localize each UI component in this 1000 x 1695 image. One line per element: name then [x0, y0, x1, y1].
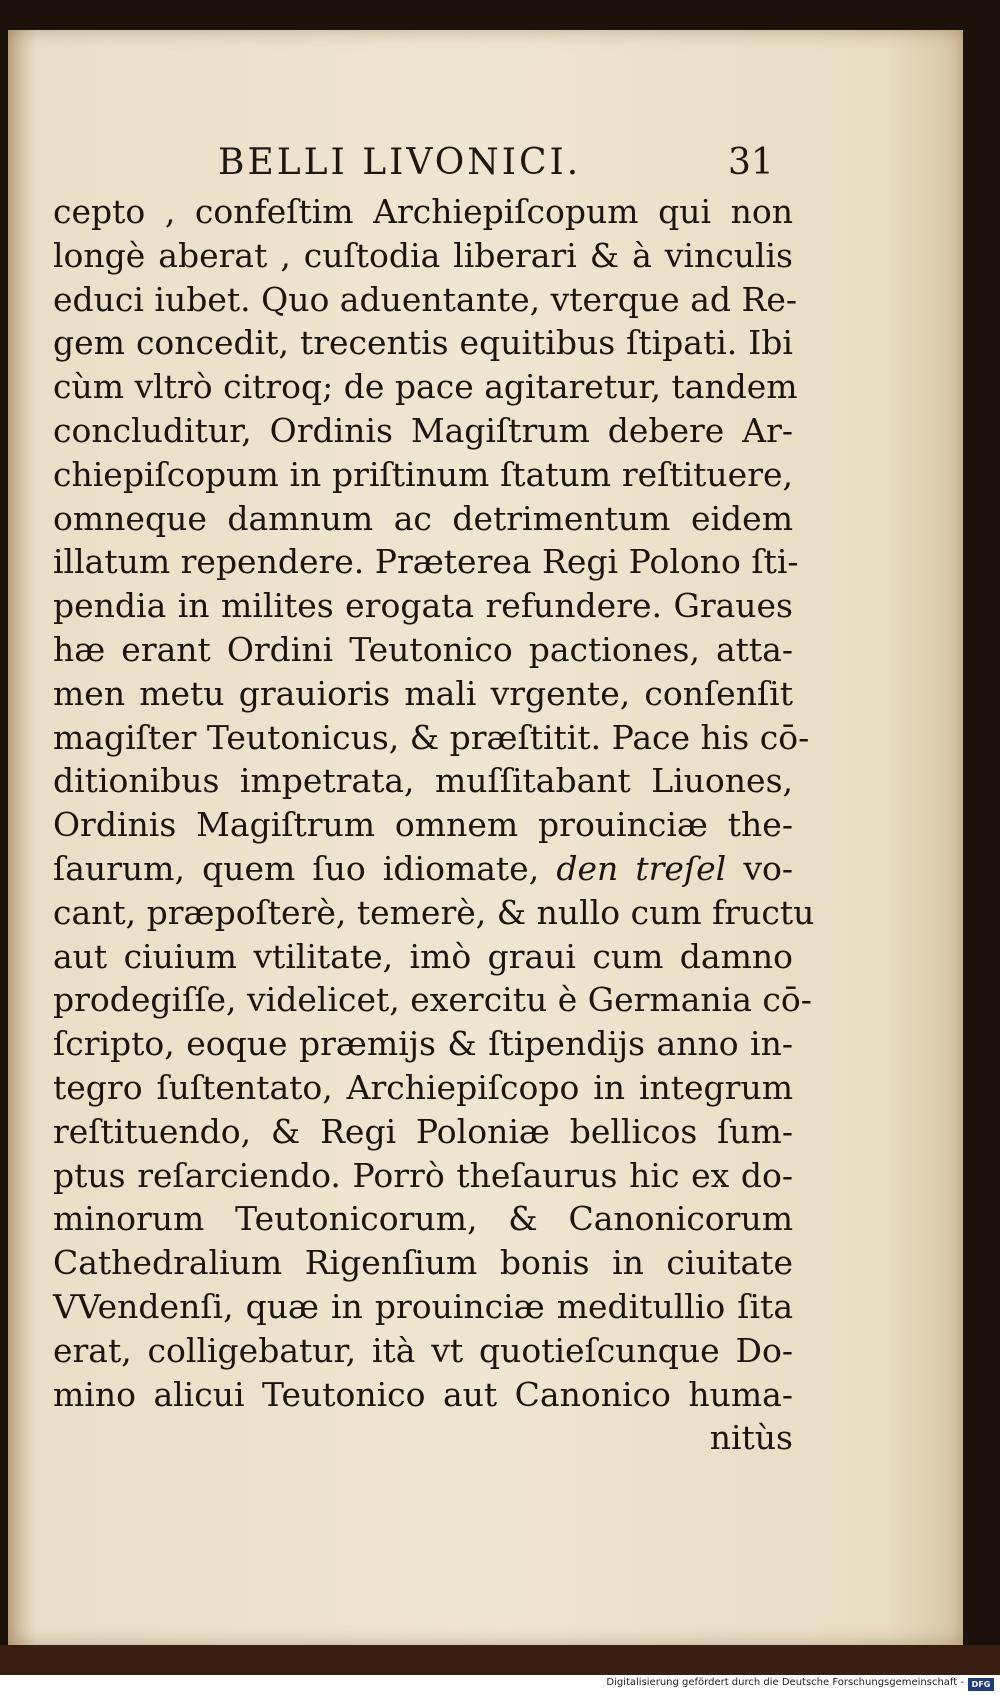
text-line: ditionibus impetrata, muſſitabant Liuones, — [53, 761, 793, 801]
text-line: longè aberat , cuſtodia liberari & à vinculis — [53, 235, 793, 275]
body-text — [53, 190, 815, 1460]
text-line: erat, colligebatur, ità vt quotieſcunque Do- — [53, 1330, 793, 1370]
page-header — [8, 130, 963, 183]
text-line: men metu grauioris mali vrgente, conſenſit — [53, 673, 793, 713]
text-line: illatum rependere. Præterea Regi Polono ſti- — [53, 542, 799, 582]
text-line: gem concedit, trecentis equitibus ſtipati. Ibi — [53, 323, 793, 363]
text-line: magiſter Teutonicus, & præſtitit. Pace his cō- — [53, 717, 810, 757]
funding-credit: Digitalisierung gefördert durch die Deutsche Forschungsgemeinschaft - — [606, 1677, 964, 1688]
text-line: VVendenſi, quæ in prouinciæ meditullio ſita — [53, 1286, 793, 1326]
footer-bar — [0, 1675, 1000, 1695]
text-line: cùm vltrò citroq; de pace agitaretur, tandem — [53, 367, 798, 407]
text-line: concluditur, Ordinis Magiſtrum debere Ar- — [53, 410, 793, 450]
text-line: pendia in milites erogata refundere. Graues — [53, 586, 793, 626]
text-line: Cathedralium Rigenſium bonis in ciuitate — [53, 1243, 793, 1283]
book-page — [8, 30, 963, 1645]
dfg-logo-icon: DFG — [968, 1678, 994, 1691]
text-line: ſcripto, eoque præmijs & ſtipendijs anno in- — [53, 1024, 793, 1064]
text-line: ptus reſarciendo. Porrò theſaurus hic ex do- — [53, 1155, 793, 1195]
text-line-end: vo- — [726, 848, 793, 888]
text-line: aut ciuium vtilitate, imò graui cum damno — [53, 936, 793, 976]
text-line: minorum Teutonicorum, & Canonicorum — [53, 1199, 793, 1239]
text-line: chiepiſcopum in priſtinum ſtatum reſtituere, — [53, 454, 793, 494]
text-line: reſtituendo, & Regi Poloniæ bellicos ſum- — [53, 1111, 793, 1151]
text-line: hæ erant Ordini Teutonico pactiones, atta- — [53, 629, 793, 669]
italic-word: den treſel — [556, 848, 727, 888]
text-line: educi iubet. Quo aduentante, vterque ad Re- — [53, 279, 798, 319]
text-line: prodegiſſe, videlicet, exercitu è Germania cō- — [53, 980, 812, 1020]
text-line: mino alicui Teutonico aut Canonico huma- — [53, 1374, 793, 1414]
text-line: tegro ſuſtentato, Archiepiſcopo in integrum — [53, 1067, 793, 1107]
text-line-start: ſaurum, quem ſuo idiomate, — [53, 848, 557, 888]
text-line-with-italic — [53, 847, 793, 891]
text-line: omneque damnum ac detrimentum eidem — [53, 498, 793, 538]
page-number: 31 — [728, 142, 774, 183]
page-edge — [0, 1645, 1000, 1675]
running-head: BELLI LIVONICI. — [218, 142, 582, 183]
text-line: Ordinis Magiſtrum omnem prouinciæ the- — [53, 805, 793, 845]
catchword: nitùs — [709, 1418, 793, 1458]
text-line: cant, præpoſterè, temerè, & nullo cum fructu — [53, 892, 815, 932]
text-line: cepto , confeſtim Archiepiſcopum qui non — [53, 192, 793, 231]
